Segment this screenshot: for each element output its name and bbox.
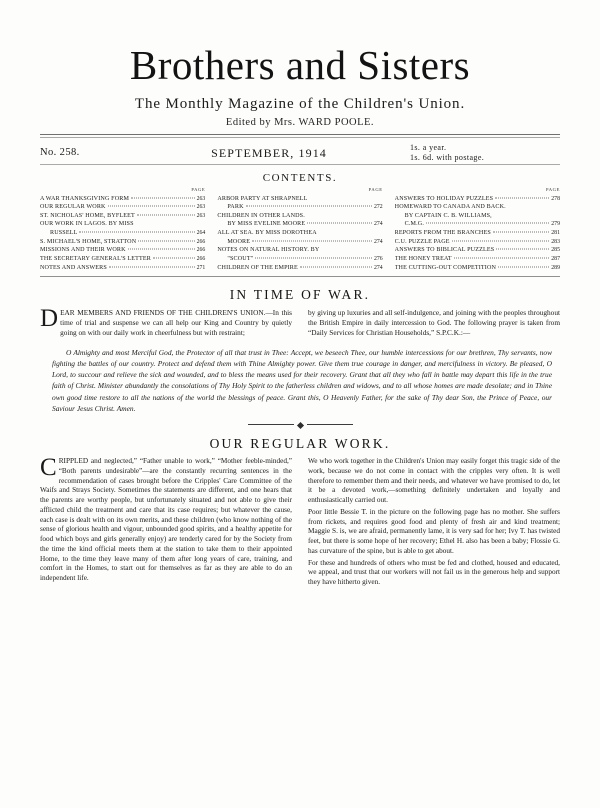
toc-entry[interactable] bbox=[395, 238, 560, 247]
toc-page: 266 bbox=[196, 247, 206, 254]
toc-title: ALL AT SEA. BY MISS DOROTHEA bbox=[217, 230, 317, 237]
toc-entry[interactable] bbox=[395, 203, 560, 229]
toc-leader bbox=[307, 223, 372, 224]
contents-column-3 bbox=[395, 187, 560, 272]
toc-entry[interactable] bbox=[217, 264, 382, 273]
toc-entry[interactable] bbox=[395, 246, 560, 255]
article2-left-paragraph: CRIPPLED and neglected,” “Father unable to work,” “Mother feeble-minded,” “Both parents undesirable”—are the constantly recurring sentences in the recommendation of cases brought before the Cripples' Care Committee of the Waifs and Strays Society. Sometimes the statements are different, and one hears that the parents are worthy people, but unfortunately situated and not able to give their afflicted child the treatment and care that its case requires; but whatever the cause, each case is dealt with on its own merits, and these children (who know nothing of the sense of glorious health and vigour, unbounded good spirits, and a healthy appetite for food which boys and girls generally enjoy) are tenderly cared for by the Society from the time the kind official meets them at the station to take them to their appointed Home, to the time they leave many of them after long years of care, training, and comfort in the Homes, to start out for themselves as far as they are able to do an independent life. bbox=[40, 454, 292, 583]
issue-number: No. 258. bbox=[40, 146, 80, 158]
toc-title: ANSWERS TO HOLIDAY PUZZLES bbox=[394, 195, 494, 202]
article1-title: IN TIME OF WAR. bbox=[229, 287, 371, 303]
toc-title-cont: BY CAPTAIN C. B. WILLIAMS, bbox=[404, 212, 492, 219]
toc-title-cont: PARK bbox=[227, 204, 244, 211]
toc-leader bbox=[109, 266, 195, 267]
toc-title: NOTES AND ANSWERS bbox=[40, 264, 107, 271]
toc-page: 274 bbox=[373, 238, 383, 245]
masthead bbox=[40, 44, 560, 165]
contents-bottom-rule bbox=[40, 276, 560, 277]
masthead-rule-top bbox=[40, 134, 560, 135]
toc-page: 281 bbox=[551, 230, 560, 237]
toc-entry[interactable] bbox=[40, 264, 205, 273]
toc-title: REPORTS FROM THE BRANCHES bbox=[394, 230, 491, 237]
toc-page: 274 bbox=[373, 264, 383, 271]
toc-leader bbox=[498, 266, 549, 267]
toc-page: 266 bbox=[196, 256, 206, 263]
toc-page: 271 bbox=[196, 264, 206, 271]
toc-entry[interactable] bbox=[217, 246, 382, 263]
toc-page: 263 bbox=[196, 212, 206, 219]
price-line-2: 1s. 6d. with postage. bbox=[410, 152, 485, 162]
toc-page: 263 bbox=[196, 204, 206, 211]
toc-page: 279 bbox=[551, 221, 560, 228]
ornamental-divider bbox=[40, 421, 560, 430]
article1-right-paragraph: by giving up luxuries and all self-indulgence, and joining with the peoples throughout the British Empire in daily intercession to God. The following prayer is taken from “Daily Services for Christian Households,” S.P.C.K.:— bbox=[308, 308, 560, 337]
toc-title: NOTES ON NATURAL HISTORY. BY bbox=[217, 247, 320, 254]
toc-leader bbox=[496, 249, 549, 250]
issue-rule bbox=[40, 164, 560, 165]
toc-page: 283 bbox=[551, 238, 560, 245]
toc-leader bbox=[252, 240, 372, 241]
toc-entry[interactable] bbox=[395, 255, 560, 264]
toc-page: 287 bbox=[551, 256, 560, 263]
contents-page-header: PAGE bbox=[191, 187, 206, 193]
toc-page: 289 bbox=[551, 264, 560, 271]
page-sheet bbox=[40, 44, 560, 588]
toc-leader bbox=[426, 223, 549, 224]
toc-title: OUR WORK IN LAGOS. BY MISS bbox=[40, 221, 134, 228]
contents-page-header: PAGE bbox=[368, 187, 383, 193]
toc-leader bbox=[138, 240, 194, 241]
toc-entry[interactable] bbox=[40, 238, 205, 247]
toc-page: 264 bbox=[196, 230, 206, 237]
article2-right-paragraph-3: For these and hundreds of others who must be fed and clothed, housed and educated, we appeal, and trust that our workers will not fail us in the generous help and support they have hitherto given. bbox=[308, 558, 560, 587]
issue-date: SEPTEMBER, 1914 bbox=[211, 145, 327, 160]
toc-leader bbox=[108, 206, 195, 207]
toc-leader bbox=[495, 197, 549, 198]
contents-column-1 bbox=[40, 187, 205, 272]
divider-lozenge bbox=[296, 422, 303, 429]
toc-title: S. MICHAEL'S HOME, STRATTON bbox=[40, 238, 137, 245]
contents-columns bbox=[40, 187, 560, 272]
article2-body bbox=[40, 454, 560, 588]
toc-leader bbox=[131, 197, 195, 198]
toc-leader bbox=[493, 232, 549, 233]
toc-page: 278 bbox=[551, 195, 560, 202]
toc-title: CHILDREN OF THE EMPIRE bbox=[217, 264, 298, 271]
toc-leader bbox=[137, 214, 195, 215]
article2-title: OUR REGULAR WORK. bbox=[209, 436, 391, 452]
masthead-rule-bottom bbox=[40, 137, 560, 138]
toc-page: 274 bbox=[373, 221, 383, 228]
toc-entry[interactable] bbox=[40, 246, 205, 255]
issue-bar bbox=[40, 143, 560, 163]
toc-entry[interactable] bbox=[40, 195, 205, 204]
toc-leader bbox=[454, 258, 550, 259]
toc-entry[interactable] bbox=[40, 255, 205, 264]
toc-title: THE HONEY TREAT bbox=[394, 256, 452, 263]
toc-title-cont2: C.M.G. bbox=[404, 221, 425, 228]
toc-leader bbox=[128, 249, 195, 250]
price-line-1: 1s. a year. bbox=[410, 142, 447, 152]
article-in-time-of-war bbox=[40, 287, 560, 430]
war-prayer-text: O Almighty and most Merciful God, the Protector of all that trust in Thee: Accept, we beseech Thee, our humble intercessions for our brethren, Thy servants, now fighting the battles of our country. Protect and defend them with Thine Almighty power. Give them true courage in danger, and mercifulness in victory. Be pleased, O Lord, to succour and relieve the sick and wounded, and to bless the means used for their recovery. Grant that all they who fall in battle may depart this life in the true faith of Christ. Minister abundantly the consolations of Thy Holy Spirit to the fatherless children and widows, and to all whose homes are made desolate; and in Thine own good time restore to all the nations of the world the blessings of peace. Grant this, O Heavenly Father, for the sake of Thy dear Son, the Prince of Peace, our Saviour Jesus Christ. Amen. bbox=[52, 347, 552, 413]
divider-bar-left bbox=[248, 424, 294, 425]
toc-page: 272 bbox=[373, 204, 383, 211]
toc-title: ST. NICHOLAS' HOME, BYFLEET bbox=[40, 212, 135, 219]
toc-leader bbox=[79, 232, 194, 233]
article2-right-paragraph-2: Poor little Bessie T. in the picture on the following page has no mother. She suffers from rickets, and requires good food and plenty of fresh air and kind treatment; Maggie S. is, we are afraid, permanently lame, it is very sad for her; Ivy T. has twisted feet, but there is some hope of her recovery; Ethel H. also has been a baby; Flossie G. has curvature of the spine, but is able to get about. bbox=[308, 507, 560, 555]
toc-leader bbox=[153, 258, 195, 259]
toc-leader bbox=[246, 206, 372, 207]
toc-entry[interactable] bbox=[40, 203, 205, 212]
contents-page-header: PAGE bbox=[546, 187, 560, 193]
contents-column-2 bbox=[217, 187, 382, 272]
toc-entry[interactable] bbox=[40, 212, 205, 221]
toc-title: CHILDREN IN OTHER LANDS. bbox=[217, 212, 305, 219]
toc-page: 266 bbox=[196, 238, 206, 245]
article1-body bbox=[40, 305, 560, 339]
toc-leader bbox=[452, 240, 550, 241]
toc-entry[interactable] bbox=[395, 195, 560, 204]
toc-title: A WAR THANKSGIVING FORM bbox=[40, 195, 130, 202]
toc-title-cont: RUSSELL bbox=[50, 230, 78, 237]
magazine-title: Brothers and Sisters bbox=[129, 42, 471, 88]
toc-title: MISSIONS AND THEIR WORK bbox=[40, 247, 126, 254]
toc-entry[interactable] bbox=[395, 264, 560, 273]
contents-heading: CONTENTS. bbox=[262, 172, 338, 185]
toc-page: 285 bbox=[551, 247, 560, 254]
magazine-subtitle: The Monthly Magazine of the Children's Union. bbox=[134, 96, 466, 113]
toc-entry[interactable] bbox=[217, 195, 382, 212]
toc-entry[interactable] bbox=[40, 220, 205, 237]
toc-entry[interactable] bbox=[217, 229, 382, 246]
article1-left-paragraph: DEAR MEMBERS AND FRIENDS OF THE CHILDREN'S UNION.—In this time of trial and suspense we can all help our King and Country by quietly going on with our daily work in cheerfulness but with restraint; bbox=[40, 305, 292, 337]
toc-title: ARBOR PARTY AT SHRAPNELL bbox=[217, 195, 308, 202]
article2-right-paragraph-1: We who work together in the Children's Union may easily forget this tragic side of the work, because we do not come in contact with the cripples very often. It is well therefore to remember them and their needs, and whatever we have promised to do, let it be a devoted work,—something definitely undertaken and loyally and enthusiastically carried out. bbox=[308, 457, 560, 505]
contents-section bbox=[40, 172, 560, 277]
article-our-regular-work bbox=[40, 436, 560, 588]
toc-title-cont: "SCOUT" bbox=[227, 256, 254, 263]
toc-title: ANSWERS TO BIBLICAL PUZZLES bbox=[394, 247, 495, 254]
toc-entry[interactable] bbox=[217, 212, 382, 229]
toc-title: HOMEWARD TO CANADA AND BACK. bbox=[394, 204, 506, 211]
toc-leader bbox=[300, 266, 372, 267]
toc-title: THE SECRETARY GENERAL'S LETTER bbox=[40, 256, 152, 263]
toc-page: 263 bbox=[196, 195, 206, 202]
toc-entry[interactable] bbox=[395, 229, 560, 238]
toc-title: OUR REGULAR WORK bbox=[40, 204, 106, 211]
toc-title: C.U. PUZZLE PAGE bbox=[394, 238, 450, 245]
toc-title-cont: BY MISS EVELINE MOORE bbox=[227, 221, 306, 228]
price-info bbox=[348, 143, 560, 163]
toc-leader bbox=[255, 258, 372, 259]
toc-title: THE CUTTING-OUT COMPETITION bbox=[394, 264, 497, 271]
toc-title-cont: MOORE bbox=[227, 238, 251, 245]
divider-bar-right bbox=[307, 424, 353, 425]
editor-credit: Edited by Mrs. WARD POOLE. bbox=[225, 117, 375, 129]
toc-page: 276 bbox=[373, 256, 383, 263]
